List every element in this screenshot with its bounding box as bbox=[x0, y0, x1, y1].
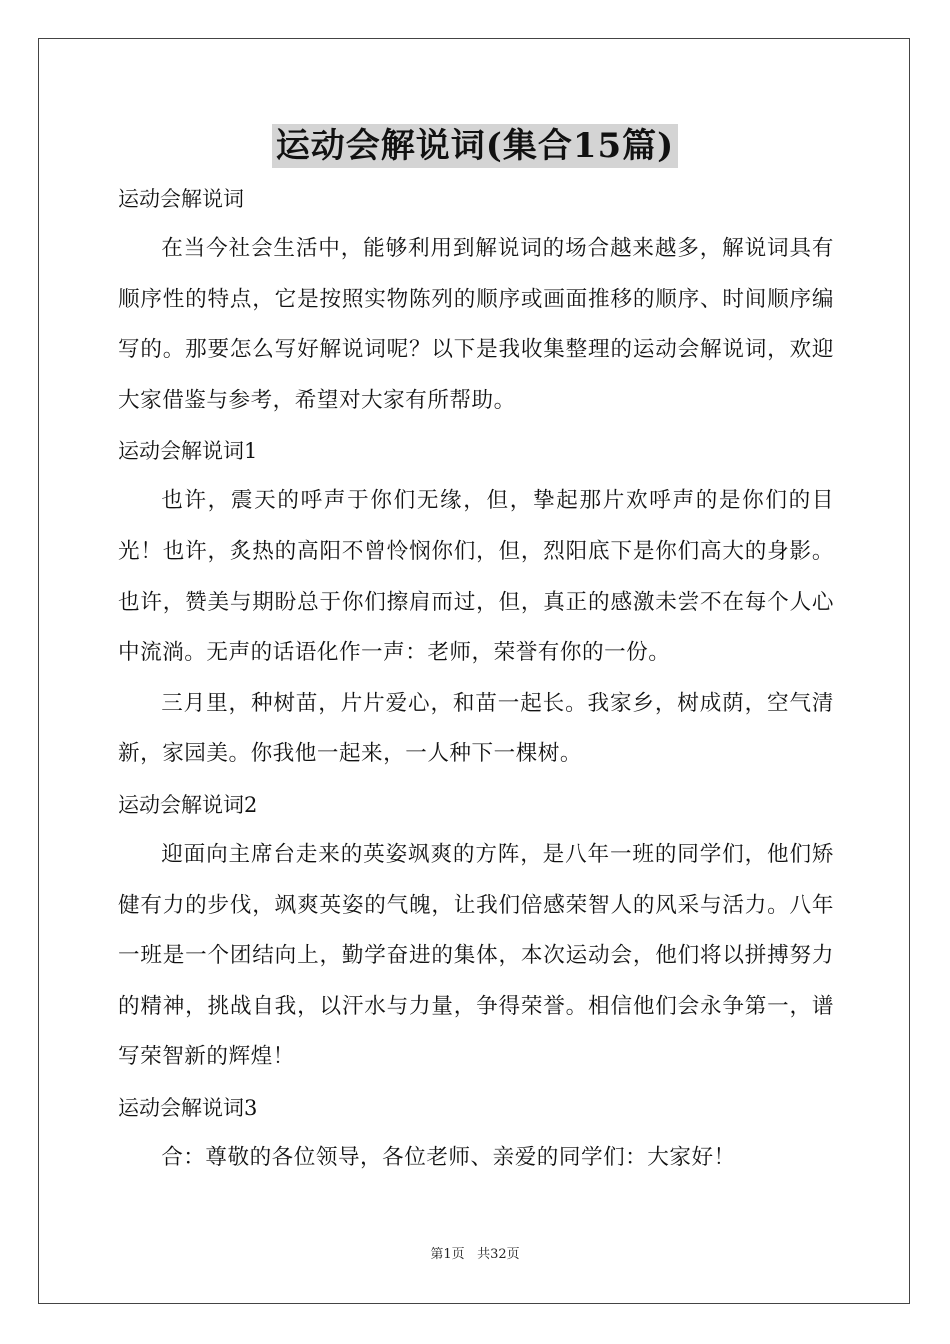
paragraph: 也许，震天的呼声于你们无缘，但，挚起那片欢呼声的是你们的目光！也许，炙热的高阳不曾怜悯你们，但，烈阳底下是你们高大的身影。也许，赞美与期盼总于你们擦肩而过，但，真正的感激未尝不在每个人心中流淌。无声的话语化作一声：老师，荣誉有你的一份。 bbox=[118, 488, 834, 666]
section-heading: 运动会解说词2 bbox=[118, 792, 258, 817]
section-heading: 运动会解说词3 bbox=[118, 1095, 258, 1120]
paragraph: 在当今社会生活中，能够利用到解说词的场合越来越多，解说词具有顺序性的特点，它是按照实物陈列的顺序或画面推移的顺序、时间顺序编写的。那要怎么写好解说词呢？以下是我收集整理的运动会解说词，欢迎大家借鉴与参考，希望对大家有所帮助。 bbox=[118, 236, 834, 413]
section-intro bbox=[118, 174, 834, 426]
document-body bbox=[118, 174, 834, 1184]
section-1 bbox=[118, 426, 834, 780]
section-2 bbox=[118, 780, 834, 1083]
paragraph: 迎面向主席台走来的英姿飒爽的方阵，是八年一班的同学们，他们矫健有力的步伐，飒爽英姿的气魄，让我们倍感荣智人的风采与活力。八年一班是一个团结向上，勤学奋进的集体，本次运动会，他们将以拼搏努力的精神，挑战自我，以汗水与力量，争得荣誉。相信他们会永争第一，谱写荣智新的辉煌！ bbox=[118, 841, 834, 1070]
title-container bbox=[0, 124, 950, 168]
paragraph: 三月里，种树苗，片片爱心，和苗一起长。我家乡，树成荫，空气清新，家园美。你我他一起来，一人种下一棵树。 bbox=[118, 690, 834, 767]
page-total: 共32页 bbox=[477, 1247, 520, 1262]
page-footer bbox=[0, 1246, 950, 1264]
paragraph: 合：尊敬的各位领导，各位老师、亲爱的同学们：大家好！ bbox=[161, 1144, 736, 1170]
section-heading: 运动会解说词 bbox=[118, 187, 244, 211]
section-3 bbox=[118, 1083, 834, 1184]
document-title: 运动会解说词(集合15篇) bbox=[272, 124, 679, 168]
page-number: 第1页 bbox=[430, 1247, 465, 1262]
section-heading: 运动会解说词1 bbox=[118, 439, 258, 464]
